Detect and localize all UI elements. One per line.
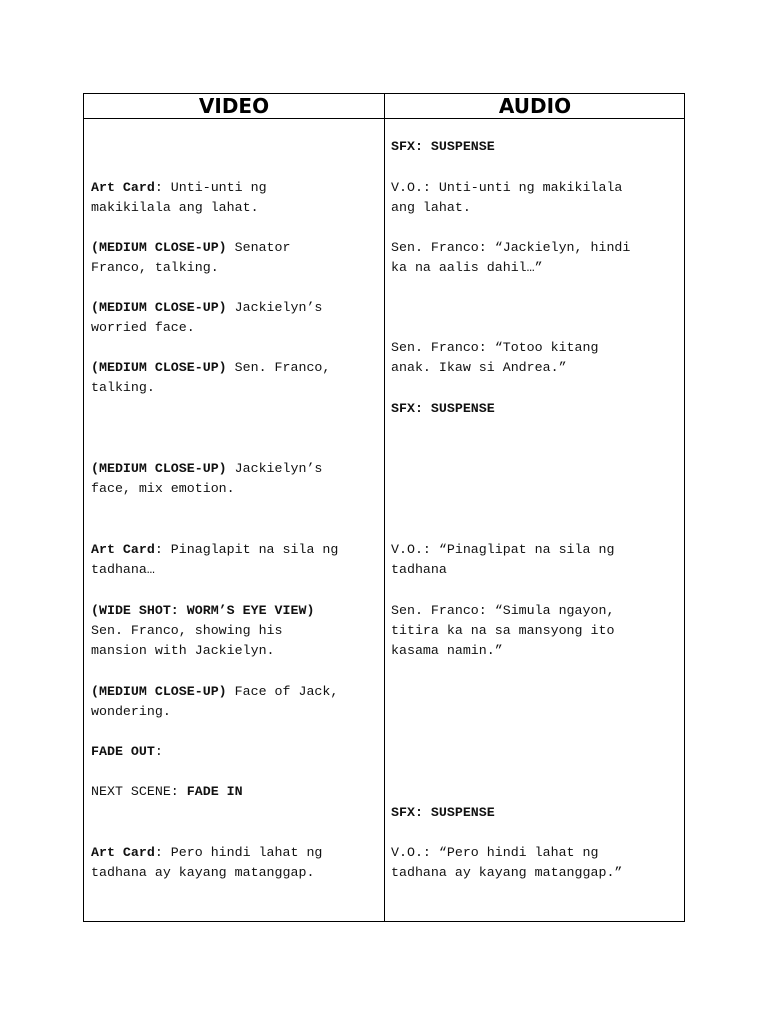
text-segment: ang lahat. bbox=[391, 200, 471, 215]
text-segment: mansion with Jackielyn. bbox=[91, 643, 275, 658]
audio-text-line bbox=[391, 238, 630, 258]
bold-text-segment: SFX: SUSPENSE bbox=[391, 139, 495, 154]
video-text-line bbox=[91, 641, 275, 661]
video-text-line bbox=[91, 540, 338, 560]
text-segment: tadhana bbox=[391, 562, 447, 577]
text-segment: face, mix emotion. bbox=[91, 481, 235, 496]
bold-text-segment: (MEDIUM CLOSE-UP) bbox=[91, 461, 227, 476]
video-text-line bbox=[91, 621, 283, 641]
text-segment: kasama namin.” bbox=[391, 643, 503, 658]
audio-text-line bbox=[391, 863, 622, 883]
video-text-line bbox=[91, 358, 330, 378]
bold-text-segment: SFX: SUSPENSE bbox=[391, 805, 495, 820]
video-text-line bbox=[91, 479, 235, 499]
bold-text-segment: FADE OUT bbox=[91, 744, 155, 759]
audio-text-line bbox=[391, 198, 471, 218]
text-segment: : bbox=[154, 744, 163, 759]
bold-text-segment: (MEDIUM CLOSE-UP) bbox=[91, 300, 227, 315]
video-text-line bbox=[91, 782, 243, 802]
text-segment: V.O.: Unti-unti ng makikilala bbox=[391, 180, 623, 195]
audio-text-line bbox=[391, 137, 495, 157]
text-segment: V.O.: “Pero hindi lahat ng bbox=[391, 845, 599, 860]
audio-column-header: AUDIO bbox=[498, 94, 572, 118]
text-segment: Sen. Franco: “Totoo kitang bbox=[391, 340, 599, 355]
audio-text-line bbox=[391, 560, 447, 580]
video-text-line bbox=[91, 702, 171, 722]
text-segment: tadhana ay kayang matanggap. bbox=[91, 865, 315, 880]
text-segment: tadhana ay kayang matanggap.” bbox=[391, 865, 623, 880]
video-text-line bbox=[91, 198, 259, 218]
bold-text-segment: SFX: SUSPENSE bbox=[391, 401, 495, 416]
text-segment: titira ka na sa mansyong ito bbox=[391, 623, 615, 638]
text-segment: Senator bbox=[226, 240, 291, 255]
text-segment: NEXT SCENE: bbox=[91, 784, 187, 799]
bold-text-segment: FADE IN bbox=[186, 784, 243, 799]
audio-text-line bbox=[391, 621, 614, 641]
bold-text-segment: Art Card bbox=[91, 542, 155, 557]
text-segment: V.O.: “Pinaglipat na sila ng bbox=[391, 542, 615, 557]
text-segment: anak. Ikaw si Andrea.” bbox=[391, 360, 567, 375]
audio-text-line bbox=[391, 178, 622, 198]
video-text-line bbox=[91, 843, 322, 863]
audio-text-line bbox=[391, 601, 614, 621]
bold-text-segment: Art Card bbox=[91, 845, 155, 860]
video-text-line bbox=[91, 318, 195, 338]
text-segment: ka na aalis dahil…” bbox=[391, 260, 543, 275]
audio-text-line bbox=[391, 338, 598, 358]
text-segment: wondering. bbox=[91, 704, 171, 719]
video-column-header: VIDEO bbox=[198, 94, 270, 118]
audio-text-line bbox=[391, 803, 495, 823]
text-segment: : Unti-unti ng bbox=[154, 180, 267, 195]
video-text-line bbox=[91, 258, 219, 278]
audio-text-line bbox=[391, 641, 503, 661]
text-segment: Sen. Franco: “Jackielyn, hindi bbox=[391, 240, 631, 255]
video-text-line bbox=[91, 863, 314, 883]
audio-text-line bbox=[391, 358, 567, 378]
video-text-line bbox=[91, 298, 322, 318]
column-divider bbox=[384, 94, 385, 921]
video-text-line bbox=[91, 459, 322, 479]
video-text-line bbox=[91, 560, 155, 580]
bold-text-segment: (MEDIUM CLOSE-UP) bbox=[91, 360, 227, 375]
text-segment: : Pero hindi lahat ng bbox=[154, 845, 323, 860]
audio-text-line bbox=[391, 540, 614, 560]
video-text-line bbox=[91, 378, 155, 398]
video-text-line bbox=[91, 742, 163, 762]
video-text-line bbox=[91, 601, 314, 621]
text-segment: Sen. Franco, bbox=[226, 360, 331, 375]
text-segment: tadhana… bbox=[91, 562, 155, 577]
bold-text-segment: (WIDE SHOT: WORM’S EYE VIEW) bbox=[91, 603, 315, 618]
video-text-line bbox=[91, 178, 267, 198]
text-segment: Sen. Franco, showing his bbox=[91, 623, 283, 638]
video-text-line bbox=[91, 682, 338, 702]
text-segment: worried face. bbox=[91, 320, 195, 335]
script-table bbox=[83, 93, 685, 922]
audio-text-line bbox=[391, 258, 543, 278]
text-segment: Sen. Franco: “Simula ngayon, bbox=[391, 603, 615, 618]
text-segment: talking. bbox=[91, 380, 155, 395]
audio-text-line bbox=[391, 843, 598, 863]
video-text-line bbox=[91, 238, 291, 258]
bold-text-segment: (MEDIUM CLOSE-UP) bbox=[91, 684, 227, 699]
text-segment: : Pinaglapit na sila ng bbox=[154, 542, 339, 557]
text-segment: Face of Jack, bbox=[226, 684, 339, 699]
bold-text-segment: (MEDIUM CLOSE-UP) bbox=[91, 240, 227, 255]
text-segment: makikilala ang lahat. bbox=[91, 200, 259, 215]
text-segment: Franco, talking. bbox=[91, 260, 219, 275]
text-segment: Jackielyn’s bbox=[226, 461, 323, 476]
bold-text-segment: Art Card bbox=[91, 180, 155, 195]
text-segment: Jackielyn’s bbox=[226, 300, 323, 315]
audio-text-line bbox=[391, 399, 495, 419]
